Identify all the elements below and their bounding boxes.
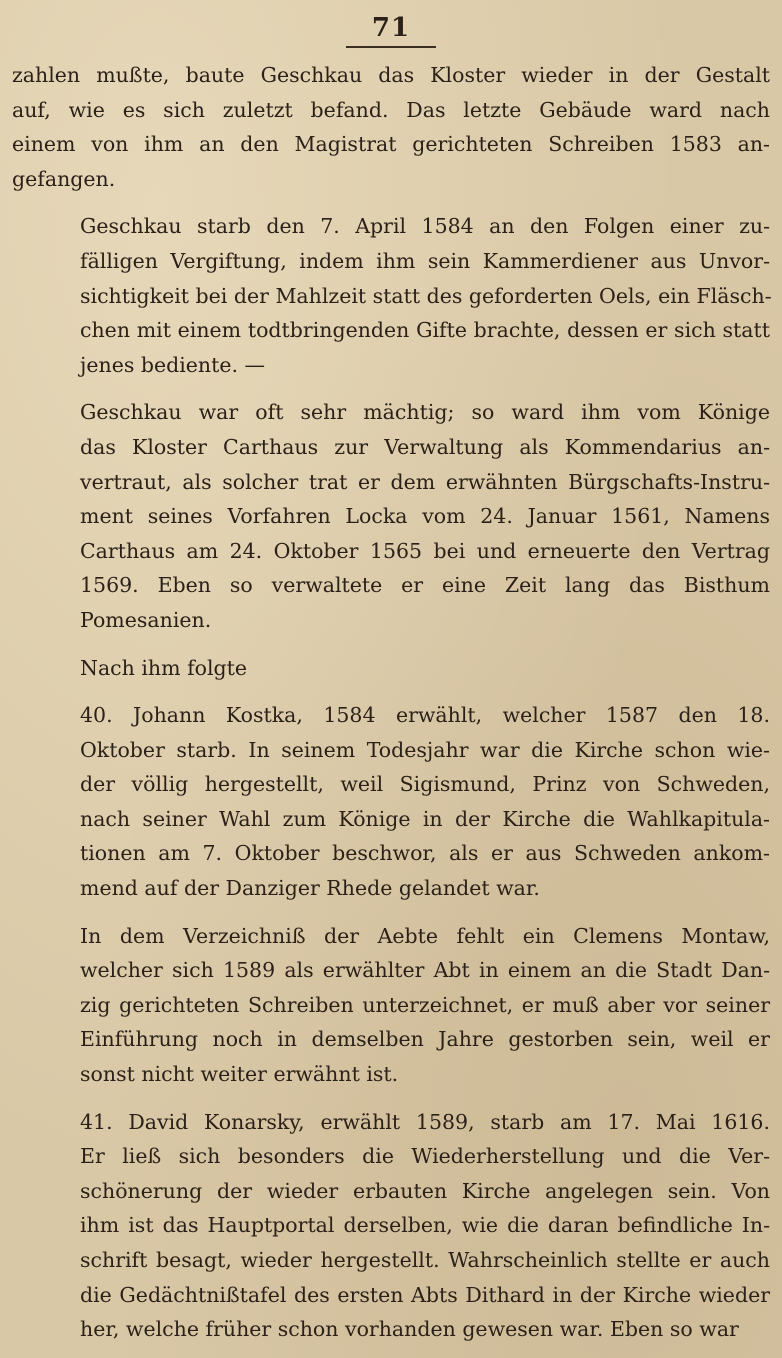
page-number: 71	[371, 13, 411, 43]
text-line: 1569. Eben so verwaltete er eine Zeit lang das Bisthum	[80, 573, 770, 598]
text-line: In dem Verzeichniß der Aebte fehlt ein Clemens Montaw,	[80, 923, 770, 948]
text-line: schönerung der wieder erbauten Kirche angelegen sein. Von	[80, 1178, 770, 1203]
text-line: Pomesanien.	[80, 607, 212, 632]
text-line: Oktober starb. In seinem Todesjahr war die Kirche schon wie-	[80, 737, 770, 762]
text-line: ihm ist das Hauptportal derselben, wie die daran befindliche In-	[80, 1213, 770, 1238]
text-line: her, welche früher schon vorhanden gewesen war. Eben so war	[80, 1317, 739, 1342]
text-line: welcher sich 1589 als erwählter Abt in einem an die Stadt Dan-	[80, 958, 770, 983]
paragraph	[12, 209, 770, 382]
text-line: Einführung noch in demselben Jahre gestorben sein, weil er	[80, 1027, 770, 1052]
text-line: 40. Johann Kostka, 1584 erwählt, welcher 1587 den 18.	[80, 703, 770, 728]
text-line: Carthaus am 24. Oktober 1565 bei und erneuerte den Vertrag	[80, 538, 770, 563]
text-line: sichtigkeit bei der Mahlzeit statt des geforderten Oels, ein Fläsch-	[80, 283, 772, 308]
text-line: jenes bediente. —	[80, 352, 266, 377]
paragraph	[12, 919, 770, 1092]
text-line: gefangen.	[12, 166, 116, 191]
paragraph	[12, 395, 770, 637]
text-line: fälligen Vergiftung, indem ihm sein Kammerdiener aus Unvor-	[80, 248, 770, 273]
text-line: tionen am 7. Oktober beschwor, als er aus Schweden ankom-	[80, 841, 770, 866]
text-line: das Kloster Carthaus zur Verwaltung als Kommendarius an-	[80, 434, 770, 459]
text-line: Er ließ sich besonders die Wiederherstellung und die Ver-	[80, 1144, 770, 1169]
text-line: nach seiner Wahl zum Könige in der Kirche die Wahlkapitula-	[80, 806, 770, 831]
text-line: vertraut, als solcher trat er dem erwähnten Bürgschafts-Instru-	[80, 469, 770, 494]
text-line: der völlig hergestellt, weil Sigismund, Prinz von Schweden,	[80, 772, 770, 797]
text-line: Nach ihm folgte	[80, 655, 248, 680]
text-line: einem von ihm an den Magistrat gerichteten Schreiben 1583 an-	[12, 132, 770, 157]
text-line: schrift besagt, wieder hergestellt. Wahrscheinlich stellte er auch	[80, 1248, 770, 1272]
text-line: zig gerichteten Schreiben unterzeichnet, er muß aber vor seiner	[80, 992, 770, 1017]
text-line: Geschkau war oft sehr mächtig; so ward ihm vom Könige	[80, 400, 770, 425]
text-line: Geschkau starb den 7. April 1584 an den Folgen einer zu-	[80, 214, 770, 239]
text-line: chen mit einem todtbringenden Gifte brachte, dessen er sich statt	[80, 318, 770, 343]
text-line: 41. David Konarsky, erwählt 1589, starb am 17. Mai 1616.	[80, 1109, 770, 1134]
paragraph	[12, 58, 770, 196]
text-line: sonst nicht weiter erwähnt ist.	[80, 1062, 399, 1087]
text-line: die Gedächtnißtafel des ersten Abts Dithard in der Kirche wieder	[80, 1282, 770, 1307]
text-line: mend auf der Danziger Rhede gelandet war.	[80, 876, 540, 901]
paragraph	[12, 651, 770, 686]
text-line: auf, wie es sich zuletzt befand. Das letzte Gebäude ward nach	[12, 97, 770, 122]
page-number-rule	[346, 46, 436, 48]
paragraph	[12, 1105, 770, 1347]
text-line: ment seines Vorfahren Locka vom 24. Januar 1561, Namens	[80, 504, 770, 529]
text-line: zahlen mußte, baute Geschkau das Kloster wieder in der Gestalt	[12, 63, 770, 87]
paragraph	[12, 698, 770, 906]
body-text	[12, 58, 770, 1347]
